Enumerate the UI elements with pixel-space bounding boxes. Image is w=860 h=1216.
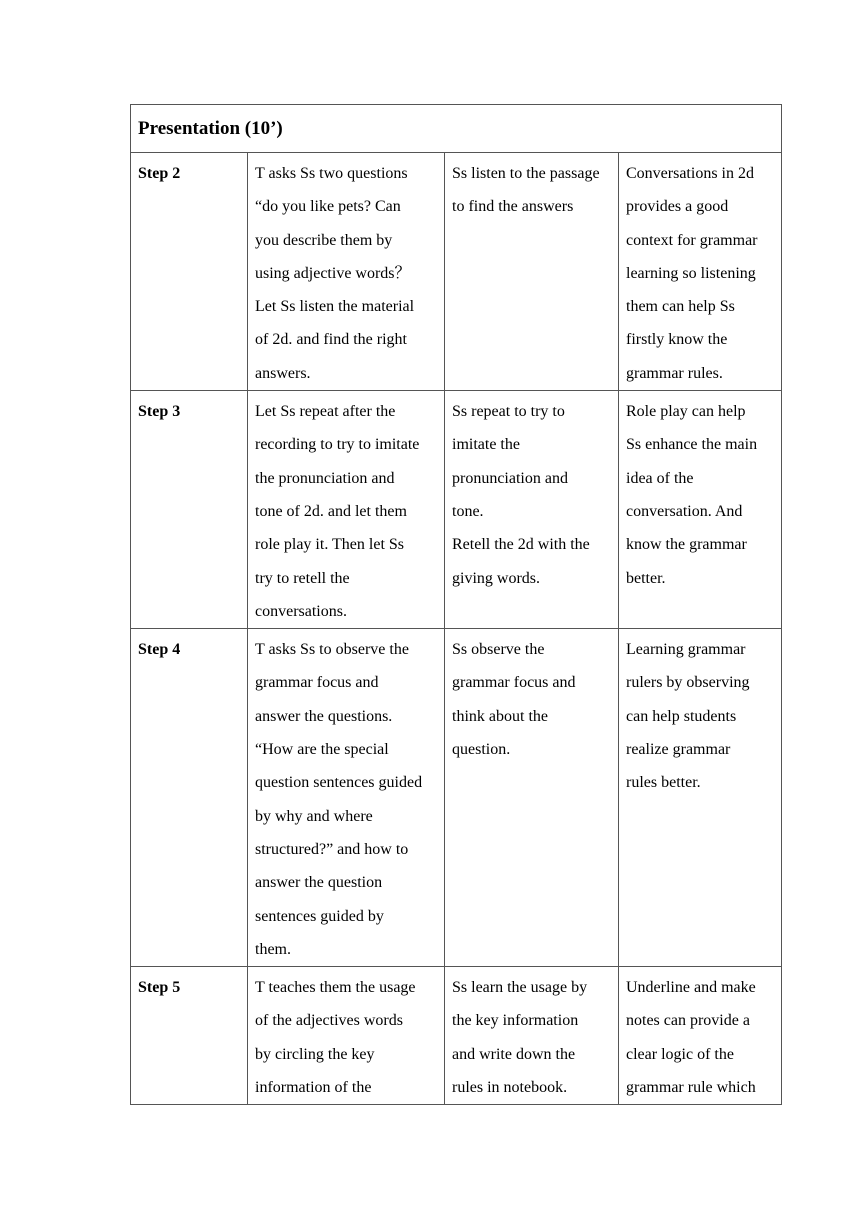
student-activity-cell: Ss learn the usage by the key information and write down the rules in notebook.: [445, 967, 619, 1105]
step-label: Step 4: [131, 629, 248, 967]
student-activity-cell: Ss listen to the passage to find the answers: [445, 153, 619, 391]
section-header-row: [131, 105, 782, 153]
step-label: Step 5: [131, 967, 248, 1105]
purpose-cell: Role play can help Ss enhance the main idea of the conversation. And know the grammar better.: [619, 391, 782, 629]
purpose-cell: Underline and make notes can provide a clear logic of the grammar rule which: [619, 967, 782, 1105]
table-row: [131, 153, 782, 391]
purpose-cell: Conversations in 2d provides a good context for grammar learning so listening them can help Ss firstly know the grammar rules.: [619, 153, 782, 391]
step-label: Step 2: [131, 153, 248, 391]
section-title: Presentation (10’): [131, 105, 782, 153]
step-label: Step 3: [131, 391, 248, 629]
purpose-cell: Learning grammar rulers by observing can help students realize grammar rules better.: [619, 629, 782, 967]
lesson-plan-table: [130, 104, 782, 1105]
teacher-activity-cell: T teaches them the usage of the adjectives words by circling the key information of the: [248, 967, 445, 1105]
student-activity-cell: Ss observe the grammar focus and think about the question.: [445, 629, 619, 967]
table-row: [131, 629, 782, 967]
table-row: [131, 967, 782, 1105]
teacher-activity-cell: Let Ss repeat after the recording to try to imitate the pronunciation and tone of 2d. and let them role play it. Then let Ss try to retell the conversations.: [248, 391, 445, 629]
teacher-activity-cell: T asks Ss two questions “do you like pets? Can you describe them by using adjective words？ Let Ss listen the material of 2d. and find the right answers.: [248, 153, 445, 391]
teacher-activity-cell: T asks Ss to observe the grammar focus and answer the questions. “How are the special question sentences guided by why and where structured?” and how to answer the question sentences guided by them.: [248, 629, 445, 967]
student-activity-cell: Ss repeat to try to imitate the pronunciation and tone. Retell the 2d with the giving words.: [445, 391, 619, 629]
table-row: [131, 391, 782, 629]
